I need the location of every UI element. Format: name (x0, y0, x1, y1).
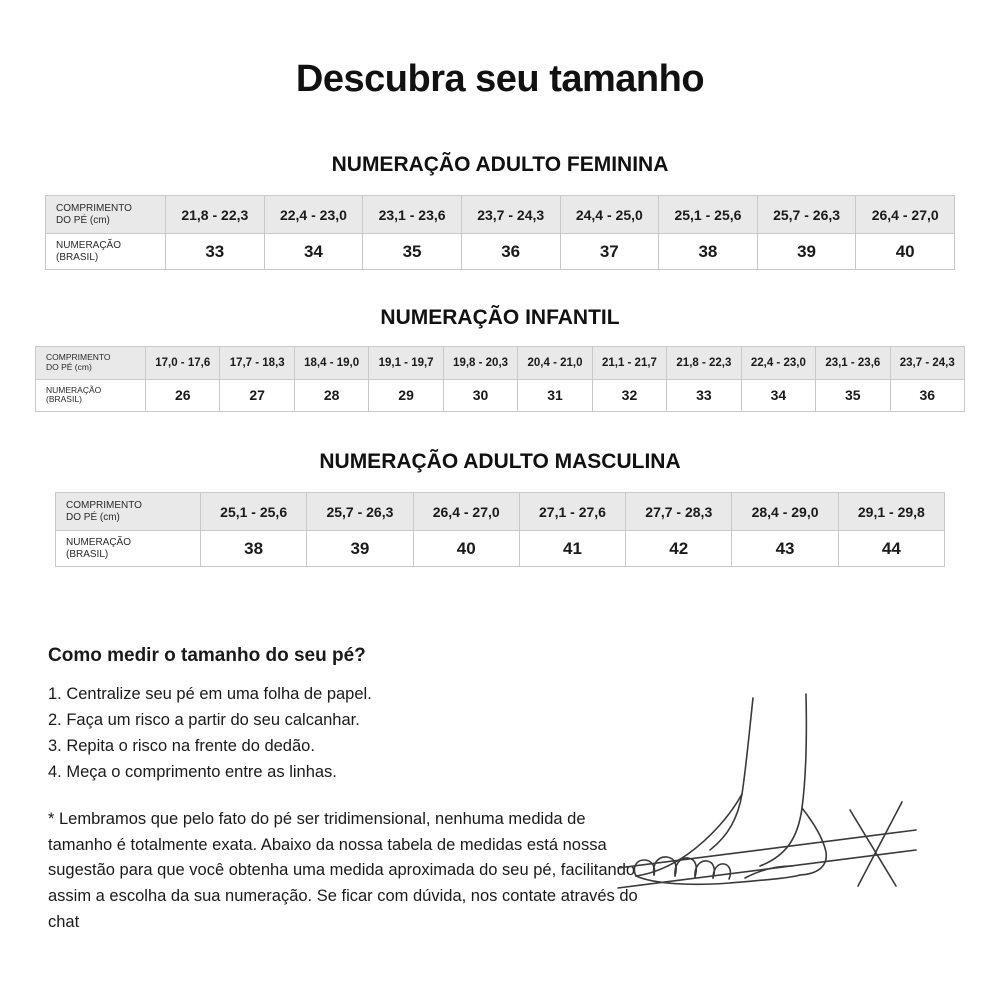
cell-length: 19,8 - 20,3 (443, 347, 517, 380)
cell-size: 38 (659, 234, 758, 270)
cell-size: 38 (201, 531, 307, 567)
cell-length: 26,4 - 27,0 (856, 196, 955, 234)
cell-length: 27,7 - 28,3 (626, 493, 732, 531)
row-label-size (56, 531, 201, 567)
table-row (46, 196, 955, 234)
cell-length: 21,1 - 21,7 (592, 347, 666, 380)
cell-size: 33 (667, 379, 741, 412)
foot-measurement-illustration (610, 690, 940, 920)
cell-size: 33 (166, 234, 265, 270)
table-row (36, 379, 965, 412)
row-label-line2: DO PÉ (cm) (46, 361, 92, 372)
list-item: 2. Faça um risco a partir do seu calcanhar. (48, 711, 360, 730)
cell-length: 20,4 - 21,0 (518, 347, 592, 380)
cell-length: 23,7 - 24,3 (890, 347, 964, 380)
section-title-infant: NUMERAÇÃO INFANTIL (380, 306, 620, 329)
section-title-female: NUMERAÇÃO ADULTO FEMININA (331, 153, 669, 176)
section-title-male: NUMERAÇÃO ADULTO MASCULINA (319, 450, 681, 474)
list-item: 3. Repita o risco na frente do dedão. (48, 737, 315, 756)
table-female (45, 195, 955, 270)
row-label-line1: COMPRIMENTO (66, 500, 142, 512)
cell-size: 34 (264, 234, 363, 270)
cell-length: 21,8 - 22,3 (166, 196, 265, 234)
row-label-line1: NUMERAÇÃO (46, 384, 102, 395)
howto-note: * Lembramos que pelo fato do pé ser tridimensional, nenhuma medida de tamanho é totalmente exata. Abaixo da nossa tabela de medidas está nossa sugestão para que você obtenha uma medida aproximada do seu pé, facilitando assim a escolha da sua numeração. Se ficar com dúvida, nos contate através do chat (48, 810, 638, 931)
row-label-line1: NUMERAÇÃO (66, 537, 132, 549)
cell-size: 41 (519, 531, 625, 567)
cell-size: 40 (856, 234, 955, 270)
cell-length: 17,0 - 17,6 (146, 347, 220, 380)
cell-length: 17,7 - 18,3 (220, 347, 294, 380)
cell-size: 36 (461, 234, 560, 270)
cell-length: 25,7 - 26,3 (307, 493, 413, 531)
row-label-line1: NUMERAÇÃO (56, 240, 122, 251)
cell-length: 23,7 - 24,3 (461, 196, 560, 234)
cell-size: 27 (220, 379, 294, 412)
row-label-line2: DO PÉ (cm) (66, 511, 120, 523)
cell-size: 30 (443, 379, 517, 412)
cell-length: 24,4 - 25,0 (560, 196, 659, 234)
cell-size: 43 (732, 531, 838, 567)
row-label-line2: (BRASIL) (56, 251, 99, 263)
row-label-length (46, 196, 166, 234)
cell-length: 22,4 - 23,0 (741, 347, 815, 380)
cell-length: 25,1 - 25,6 (659, 196, 758, 234)
page-title: Descubra seu tamanho (295, 58, 705, 100)
row-label-length (36, 347, 146, 380)
row-label-line2: (BRASIL) (66, 548, 109, 560)
cell-length: 29,1 - 29,8 (838, 493, 944, 531)
cell-size: 32 (592, 379, 666, 412)
howto-steps (48, 681, 668, 785)
table-row (36, 347, 965, 380)
cell-size: 35 (816, 379, 890, 412)
howto-section (48, 645, 668, 952)
cell-length: 21,8 - 22,3 (667, 347, 741, 380)
cell-length: 18,4 - 19,0 (294, 347, 368, 380)
cell-length: 27,1 - 27,6 (519, 493, 625, 531)
cell-size: 44 (838, 531, 944, 567)
row-label-size (46, 234, 166, 270)
cell-size: 29 (369, 379, 443, 412)
cell-size: 42 (626, 531, 732, 567)
row-label-line1: COMPRIMENTO (56, 203, 132, 214)
cell-size: 35 (363, 234, 462, 270)
table-row (56, 493, 945, 531)
cell-size: 39 (757, 234, 856, 270)
row-label-size (36, 379, 146, 412)
row-label-line1: COMPRIMENTO (46, 352, 111, 362)
cell-size: 36 (890, 379, 964, 412)
cell-size: 31 (518, 379, 592, 412)
cell-length: 28,4 - 29,0 (732, 493, 838, 531)
list-item: 1. Centralize seu pé em uma folha de papel. (48, 685, 372, 703)
cell-length: 19,1 - 19,7 (369, 347, 443, 380)
table-infant (35, 346, 965, 412)
cell-size: 28 (294, 379, 368, 412)
table-row (46, 234, 955, 270)
table-row (56, 531, 945, 567)
cell-size: 37 (560, 234, 659, 270)
cell-size: 40 (413, 531, 519, 567)
row-label-line2: DO PÉ (cm) (56, 214, 110, 226)
cell-size: 39 (307, 531, 413, 567)
list-item: 4. Meça o comprimento entre as linhas. (48, 763, 337, 782)
row-label-length (56, 493, 201, 531)
table-male (55, 492, 945, 567)
cell-size: 26 (146, 379, 220, 412)
cell-size: 34 (741, 379, 815, 412)
cell-length: 26,4 - 27,0 (413, 493, 519, 531)
cell-length: 25,1 - 25,6 (201, 493, 307, 531)
cell-length: 22,4 - 23,0 (264, 196, 363, 234)
cell-length: 23,1 - 23,6 (816, 347, 890, 380)
howto-title: Como medir o tamanho do seu pé? (48, 645, 366, 666)
cell-length: 23,1 - 23,6 (363, 196, 462, 234)
cell-length: 25,7 - 26,3 (757, 196, 856, 234)
row-label-line2: (BRASIL) (46, 394, 82, 405)
